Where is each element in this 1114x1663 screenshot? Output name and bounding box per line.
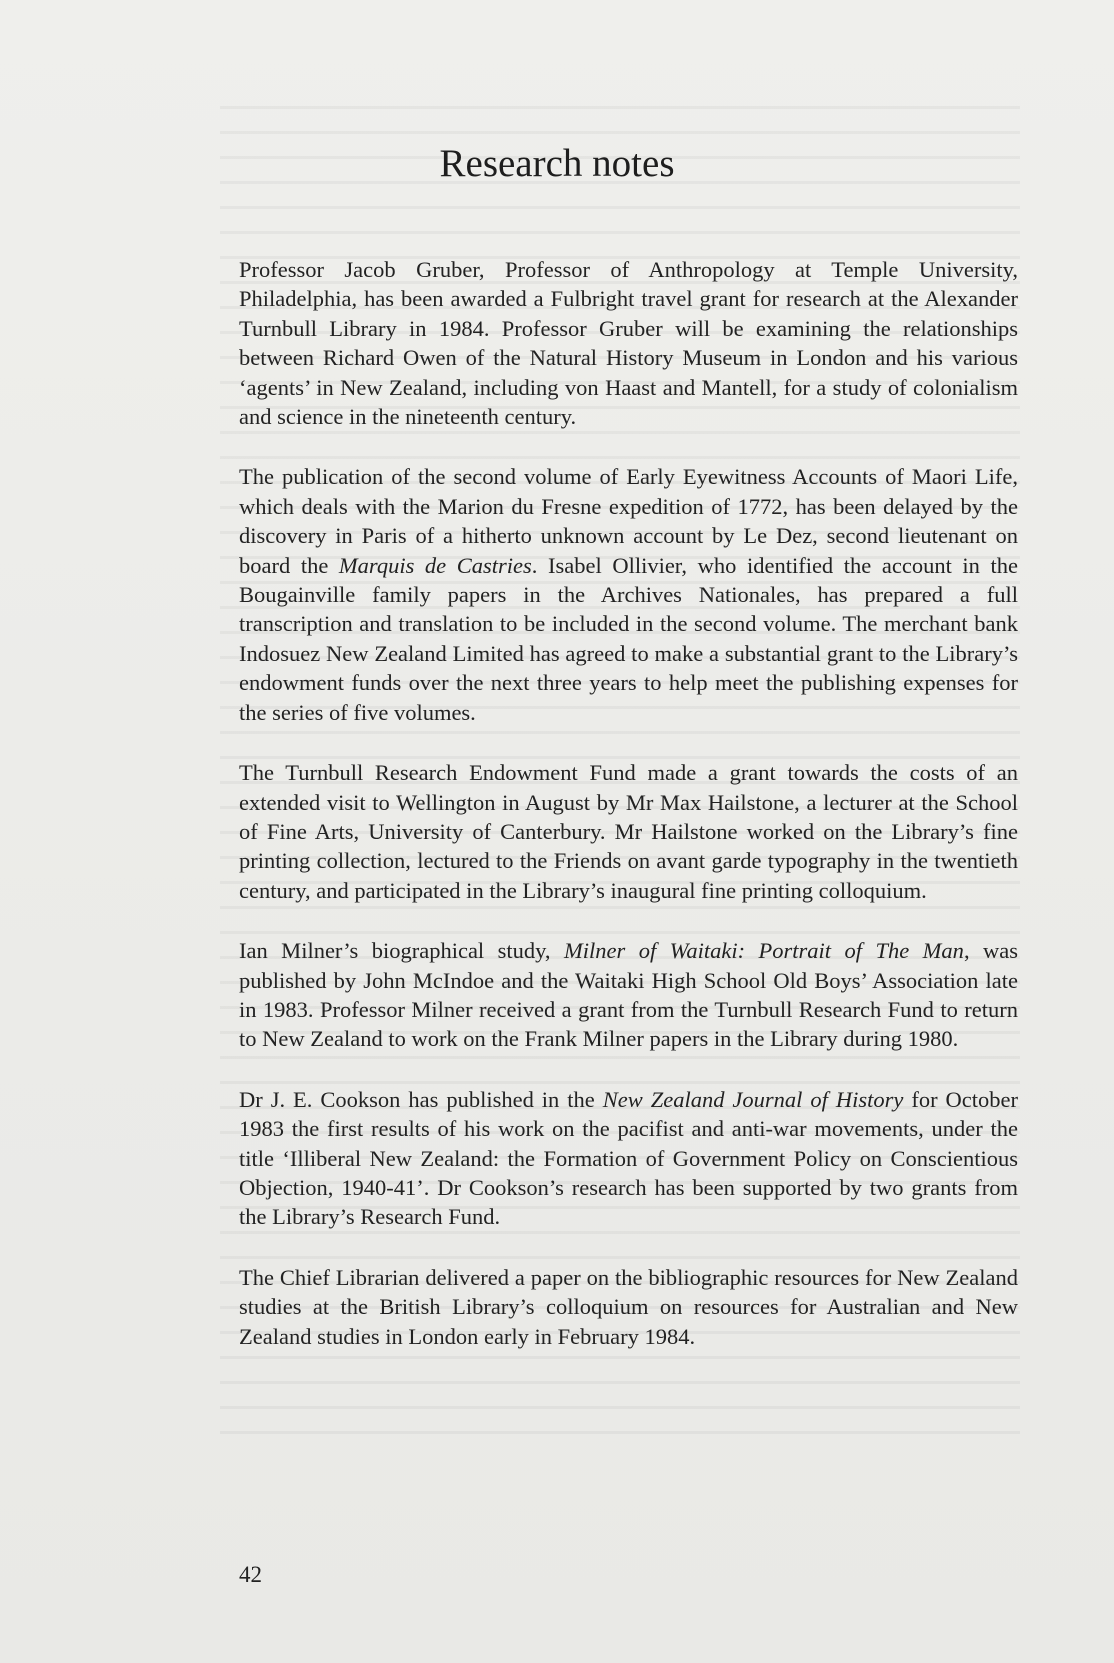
paragraph-text: , was published by John McIndoe and the Waitaki High School Old Boys’ Association late in 1983. Professor Milner received a grant from the Turnbull Research Fund to return to New Zealand to work on the Frank Milner papers in the Library during 1980. [239,938,1019,1052]
paragraph-cookson [239,1085,1018,1232]
paragraph-milner [239,936,1018,1054]
paragraph-text: Ian Milner’s biographical study, [239,938,565,964]
page-number: 42 [239,1562,262,1587]
paragraph-text: The Chief Librarian delivered a paper on the bibliographic resources for New Zealand studies at the British Library’s colloquium on resources for Australian and New Zealand studies in London early in February 1984. [239,1264,1018,1349]
page-title: Research notes [439,142,675,185]
paragraph-eyewitness-accounts [239,462,1018,727]
paragraph-hailstone [239,758,1018,905]
paragraph-italic: Milner of Waitaki: Portrait of The Man [564,938,964,964]
paragraph-text: . Isabel Ollivier, who identified the account in the Bougainville family papers in the Archives Nationales, has prepared a full transcription and translation to be included in the second volume. The merchant bank Indosuez New Zealand Limited has agreed to make a substantial grant to the Library’s endowment funds over the next three years to help meet the publishing expenses for the series of five volumes. [239,552,1018,725]
paragraph-italic: New Zealand Journal of History [602,1086,904,1112]
paragraph-gruber [239,255,1018,431]
paragraph-text: Professor Jacob Gruber, Professor of Anthropology at Temple University, Philadelphia, has been awarded a Fulbright travel grant for research at the Alexander Turnbull Library in 1984. Professor Gruber will be examining the relationships between Richard Owen of the Natural History Museum in London and his various ‘agents’ in New Zealand, including von Haast and Mantell, for a study of colonialism and science in the nineteenth century. [239,257,1018,430]
article-body [239,255,1018,1382]
paragraph-text: The publication of the second volume of Early Eyewitness Accounts of Maori Life, which deals with the Marion du Fresne expedition of 1772, has been delayed by the discovery in Paris of a hitherto unknown account by Le Dez, second lieutenant on board the [239,464,1018,578]
paragraph-text: The Turnbull Research Endowment Fund made a grant towards the costs of an extended visit to Wellington in August by Mr Max Hailstone, a lecturer at the School of Fine Arts, University of Canterbury. Mr Hailstone worked on the Library’s fine printing collection, lectured to the Friends on avant garde typography in the twentieth century, and participated in the Library’s inaugural fine printing colloquium. [239,760,1018,903]
paragraph-text: for October 1983 the first results of his work on the pacifist and anti-war movements, under the title ‘Illiberal New Zealand: the Formation of Government Policy on Conscientious Objection, 1940-41’. Dr Cookson’s research has been supported by two grants from the Library’s Research Fund. [239,1086,1018,1230]
paragraph-italic: Marquis de Castries [338,552,532,578]
paragraph-chief-librarian [239,1263,1018,1351]
paragraph-text: Dr J. E. Cookson has published in the [239,1086,603,1112]
